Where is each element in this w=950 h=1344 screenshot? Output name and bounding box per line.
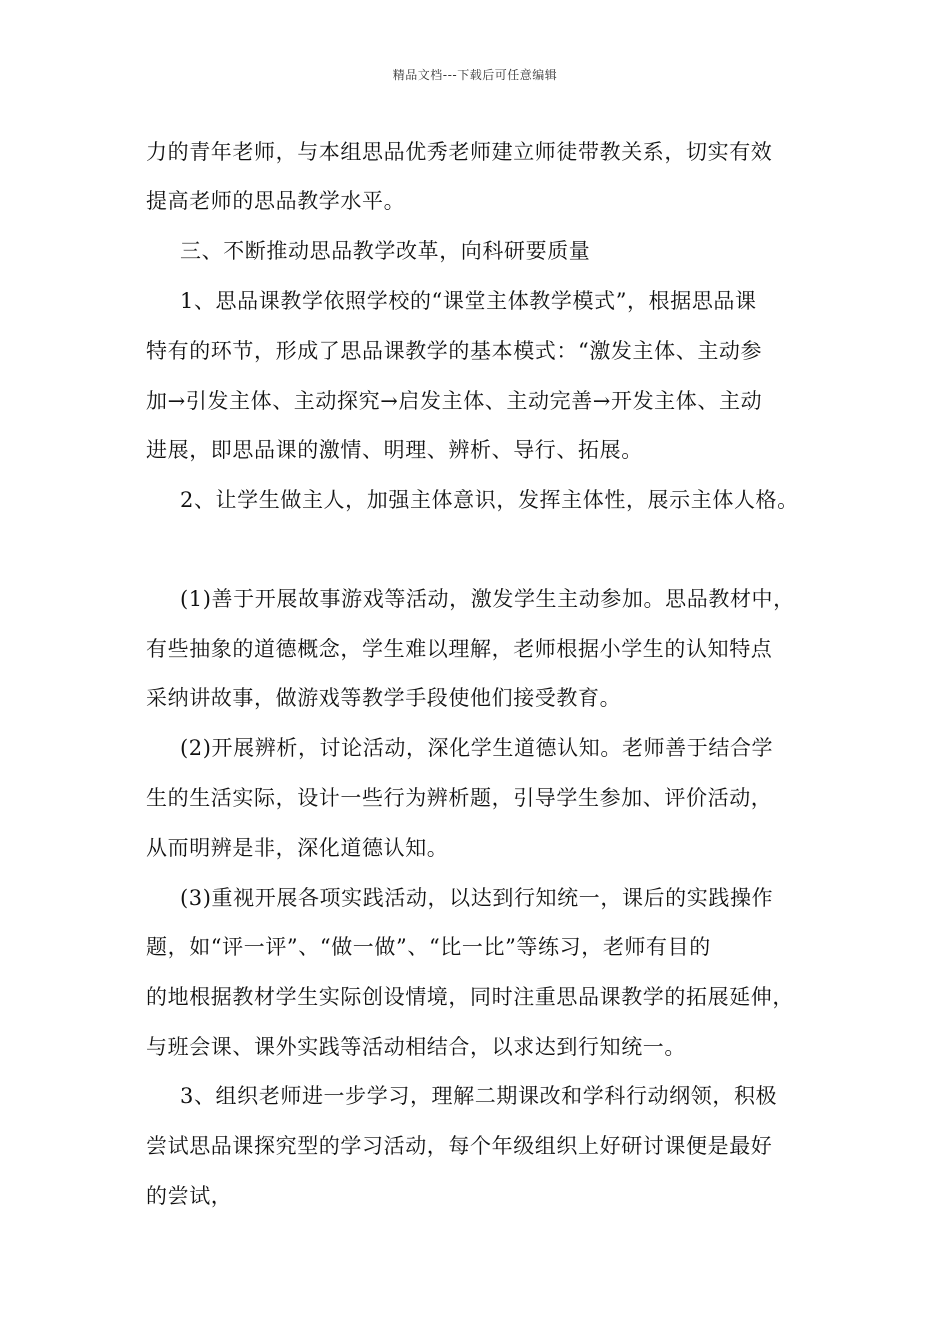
text-line: 提高老师的思品教学水平。 [146, 189, 406, 213]
text-line: (3)重视开展各项实践活动，以达到行知统一，课后的实践操作 [180, 886, 774, 910]
text-line: (1)善于开展故事游戏等活动，激发学生主动参加。思品教材中， [180, 587, 795, 611]
text-line: 特有的环节，形成了思品课教学的基本模式：“激发主体、主动参 [146, 339, 763, 363]
text-line: 题，如“评一评”、“做一做”、“比一比”等练习，老师有目的 [146, 935, 711, 959]
section-heading: 三、不断推动思品教学改革，向科研要质量 [180, 239, 591, 263]
text-line: 加→引发主体、主动探究→启发主体、主动完善→开发主体、主动 [146, 389, 763, 413]
text-line: 进展，即思品课的激情、明理、辨析、导行、拓展。 [146, 438, 643, 462]
text-line: 从而明辨是非，深化道德认知。 [146, 836, 449, 860]
text-line: 1、思品课教学依照学校的“课堂主体教学模式”，根据思品课 [180, 289, 757, 313]
page-header: 精品文档---下载后可任意编辑 [392, 68, 558, 82]
text-line: (2)开展辨析，讨论活动，深化学生道德认知。老师善于结合学 [180, 736, 774, 760]
text-line: 生的生活实际，设计一些行为辨析题，引导学生参加、评价活动， [146, 786, 773, 810]
text-line: 力的青年老师，与本组思品优秀老师建立师徒带教关系，切实有效 [146, 140, 773, 164]
text-line: 的尝试， [146, 1184, 233, 1208]
text-line: 与班会课、课外实践等活动相结合，以求达到行知统一。 [146, 1035, 686, 1059]
text-line: 2、让学生做主人，加强主体意识，发挥主体性，展示主体人格。 [180, 488, 799, 512]
text-line: 3、组织老师进一步学习，理解二期课改和学科行动纲领，积极 [180, 1084, 778, 1108]
text-line: 有些抽象的道德概念，学生难以理解，老师根据小学生的认知特点 [146, 637, 773, 661]
text-line: 采纳讲故事，做游戏等教学手段使他们接受教育。 [146, 686, 622, 710]
text-line: 尝试思品课探究型的学习活动，每个年级组织上好研讨课便是最好 [146, 1134, 773, 1158]
text-line: 的地根据教材学生实际创设情境，同时注重思品课教学的拓展延伸， [146, 985, 794, 1009]
